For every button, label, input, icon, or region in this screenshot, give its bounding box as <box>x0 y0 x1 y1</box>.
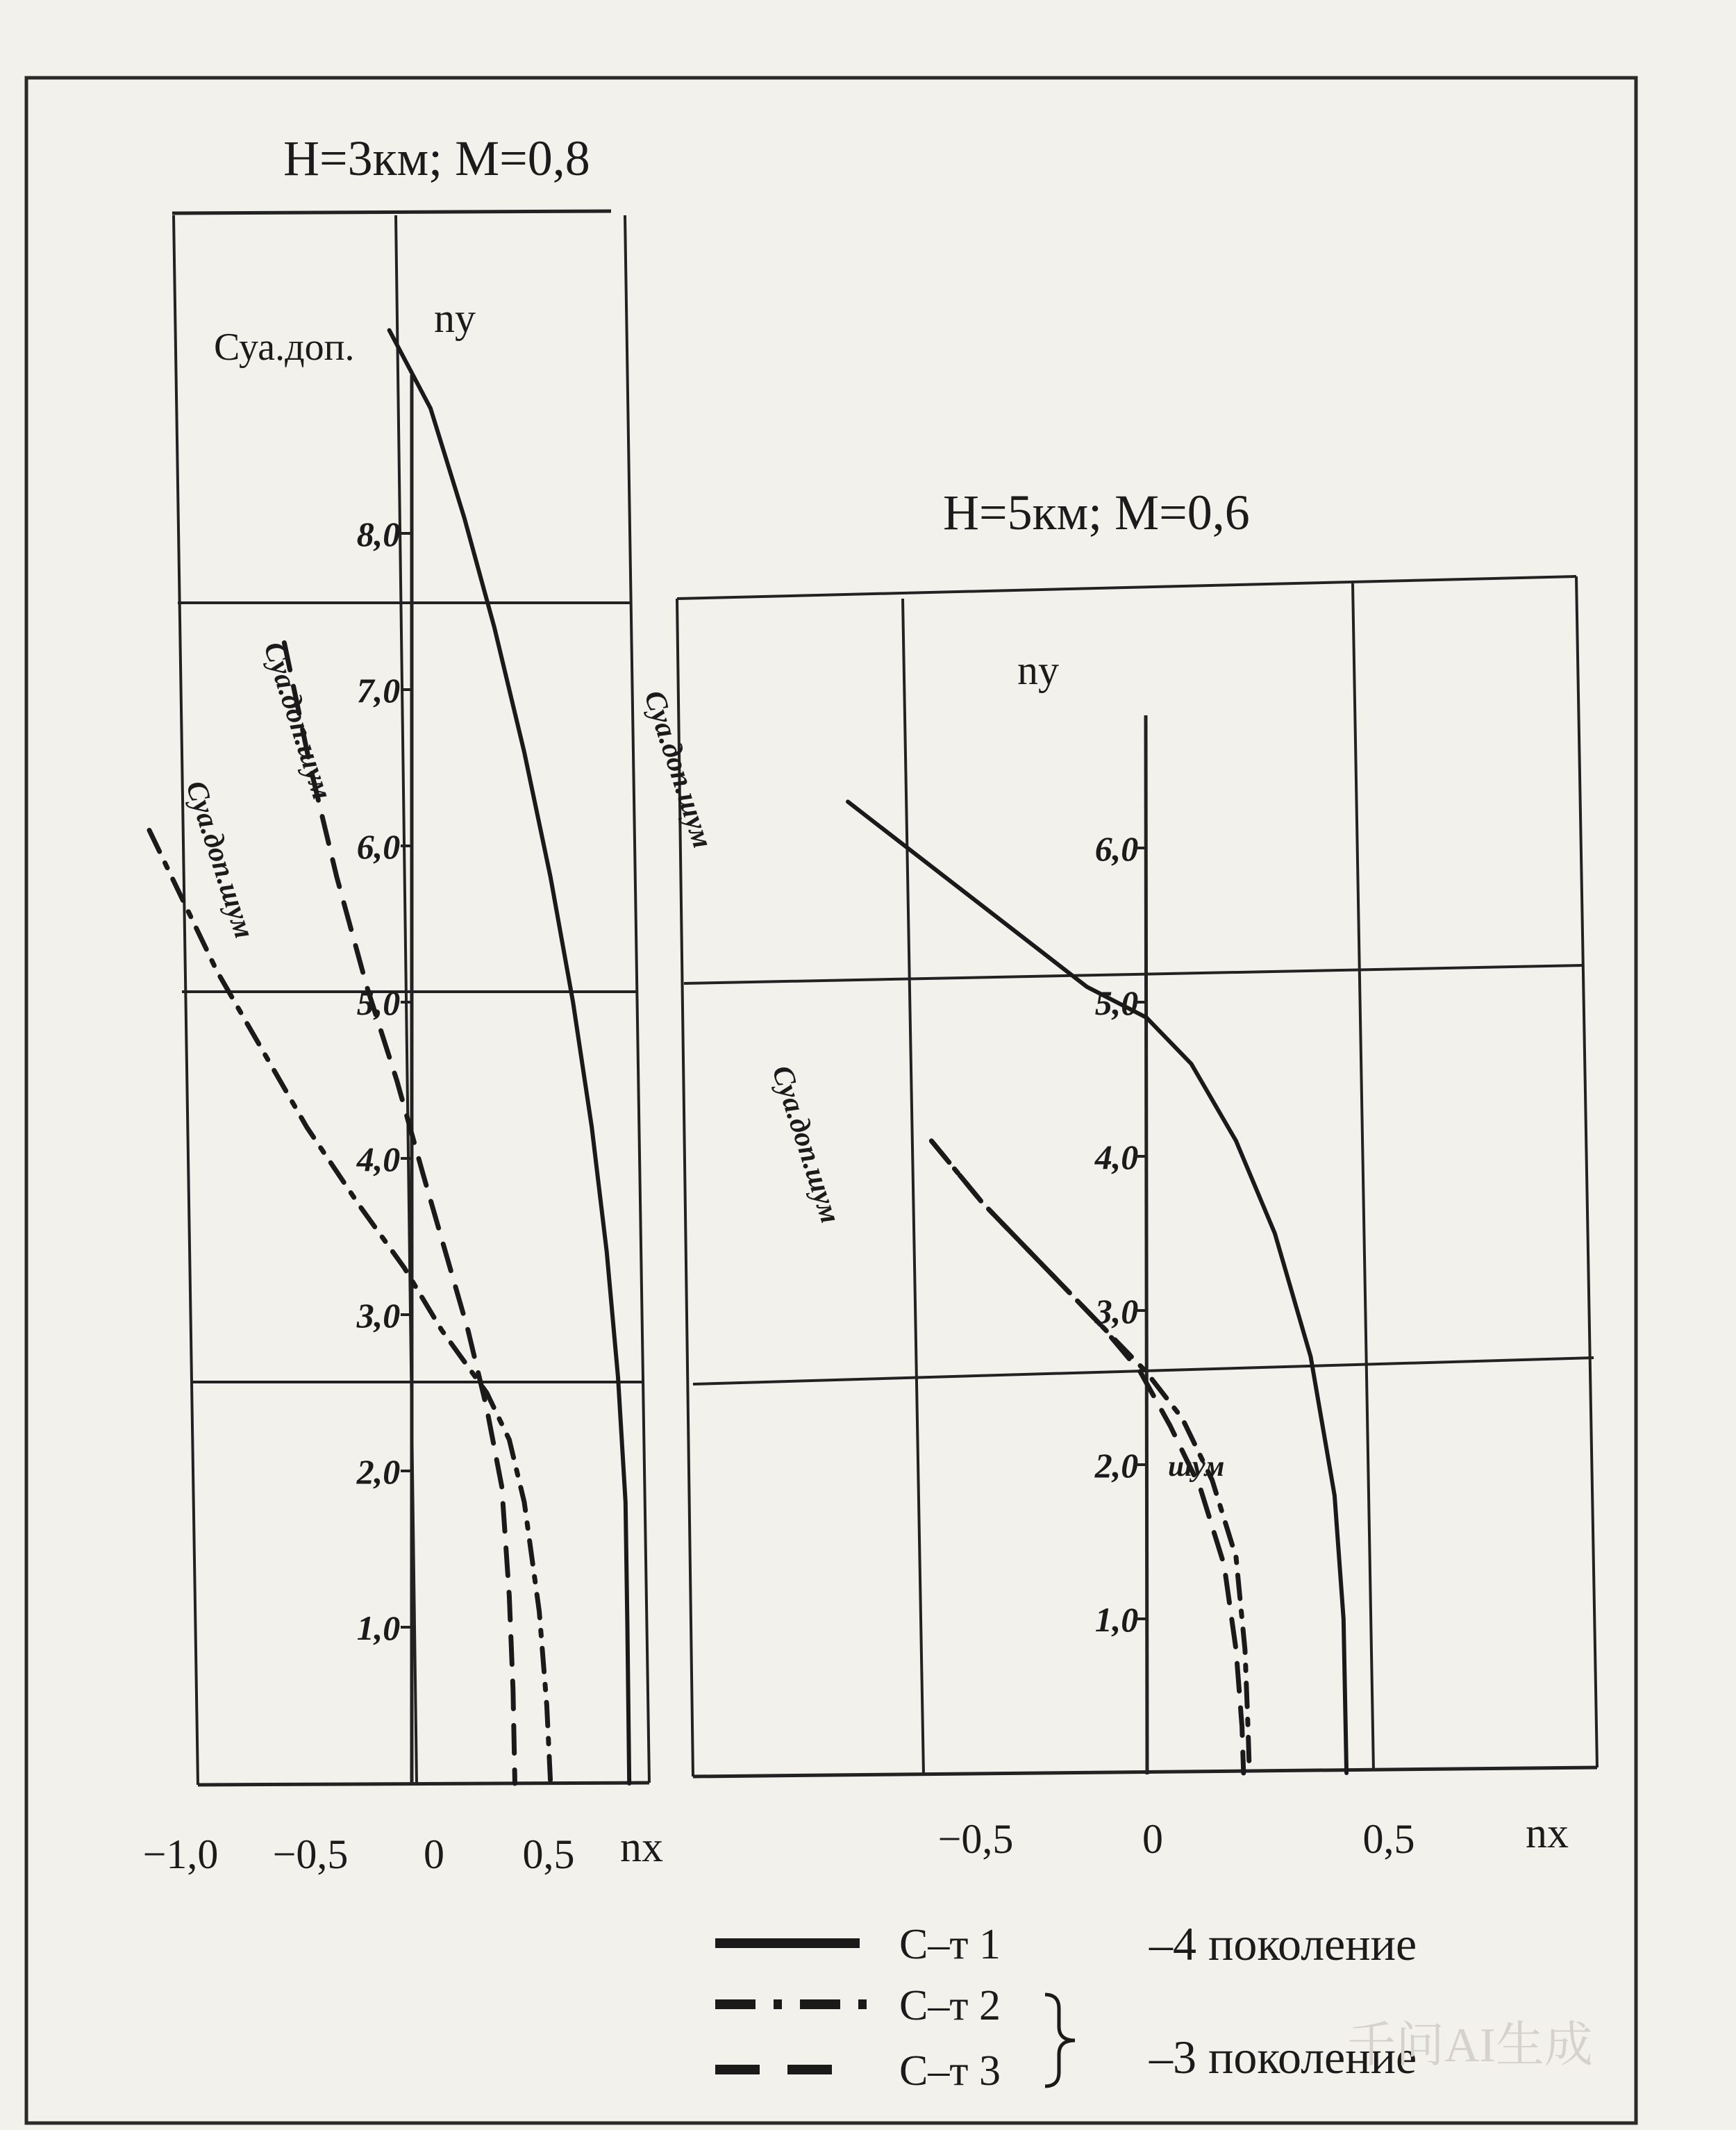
chart-left-ylabel: nу <box>434 295 476 341</box>
legend-label-1: С–т 1 <box>899 1921 1001 1968</box>
chart-right-x-ticks <box>938 1816 1415 1862</box>
chart-left-curve-tag: Cуа.доп.шум <box>257 638 338 804</box>
chart-left-xtick-label: 0 <box>424 1831 444 1877</box>
chart-right-annotations <box>637 687 1224 1483</box>
chart-left-ytick-label: 7,0 <box>356 671 401 710</box>
chart-right-top-border <box>677 576 1576 599</box>
legend-group-2: –3 поколение <box>1149 2031 1417 2083</box>
chart-right-title: H=5км; M=0,6 <box>943 485 1250 540</box>
legend <box>715 1917 1417 2095</box>
chart-left-x-ticks <box>143 1831 575 1877</box>
chart-left-xlabel: nх <box>620 1824 663 1871</box>
chart-right-ytick-label: 3,0 <box>1094 1292 1139 1331</box>
chart-right-ytick-label: 6,0 <box>1094 829 1139 868</box>
chart-right-xtick-label: 0 <box>1142 1816 1163 1862</box>
chart-left-title: H=3км; M=0,8 <box>283 131 590 186</box>
legend-brace <box>1045 1995 1075 2086</box>
chart-right-ytick-label: 2,0 <box>1094 1446 1139 1485</box>
chart-left-xtick-label: 0,5 <box>522 1831 575 1877</box>
chart-right-curve-tag: Cуа.доп.шум <box>765 1061 846 1227</box>
chart-right-xtick-label: 0,5 <box>1362 1816 1415 1862</box>
chart-right-curve-tag: шум <box>1168 1451 1225 1483</box>
chart-right-gridline-v-1 <box>903 599 924 1774</box>
chart-right-curve-tag: Cуа.доп.шум <box>637 686 719 852</box>
chart-right-bottom-border <box>693 1767 1597 1777</box>
chart-right-ytick-label: 5,0 <box>1094 983 1139 1022</box>
chart-left-ytick-label: 5,0 <box>356 983 401 1022</box>
chart-right-y-axis <box>1146 715 1147 1774</box>
chart-right-ytick-label: 1,0 <box>1094 1600 1139 1639</box>
legend-label-2: С–т 2 <box>899 1982 1001 2029</box>
chart-left-curve-tag: Cуа.доп.шум <box>179 776 260 942</box>
chart-left-xtick-label: −1,0 <box>142 1831 219 1877</box>
chart-right-gridline-h-1 <box>684 965 1583 983</box>
chart-left-ytick-label: 4,0 <box>356 1140 401 1179</box>
legend-label-3: С–т 3 <box>899 2047 1001 2095</box>
chart-left-xtick-label: −0,5 <box>272 1831 349 1877</box>
chart-right-ytick-label: 4,0 <box>1094 1138 1139 1176</box>
watermark: 千问AI生成 <box>1347 2019 1593 2072</box>
chart-left-ytick-label: 6,0 <box>356 827 401 866</box>
chart-left-series-2 <box>149 831 551 1784</box>
chart-left-ytick-label: 8,0 <box>356 515 401 554</box>
legend-group-1: –4 поколение <box>1149 1917 1417 1970</box>
chart-left-ytick-label: 1,0 <box>356 1608 401 1647</box>
chart-right-xlabel: nх <box>1526 1810 1569 1857</box>
chart-left-ytick-label: 2,0 <box>356 1452 401 1491</box>
chart-left-annotations <box>179 638 337 942</box>
chart-right <box>637 485 1597 1862</box>
chart-left-ytick-label: 3,0 <box>356 1296 401 1335</box>
chart-left-top-border <box>172 211 611 213</box>
chart-left-secondary-label: Суа.доп. <box>214 326 355 369</box>
chart-left-left-border <box>174 215 198 1785</box>
chart-left <box>143 131 663 1877</box>
chart-right-ylabel: nу <box>1017 647 1059 693</box>
chart-right-xtick-label: −0,5 <box>937 1816 1014 1862</box>
chart-right-gridline-v-2 <box>1353 583 1374 1771</box>
chart-right-right-border <box>1576 576 1597 1767</box>
chart-left-right-border <box>625 215 649 1783</box>
chart-right-y-ticks <box>1094 829 1146 1639</box>
chart-left-bottom-border <box>198 1783 649 1785</box>
